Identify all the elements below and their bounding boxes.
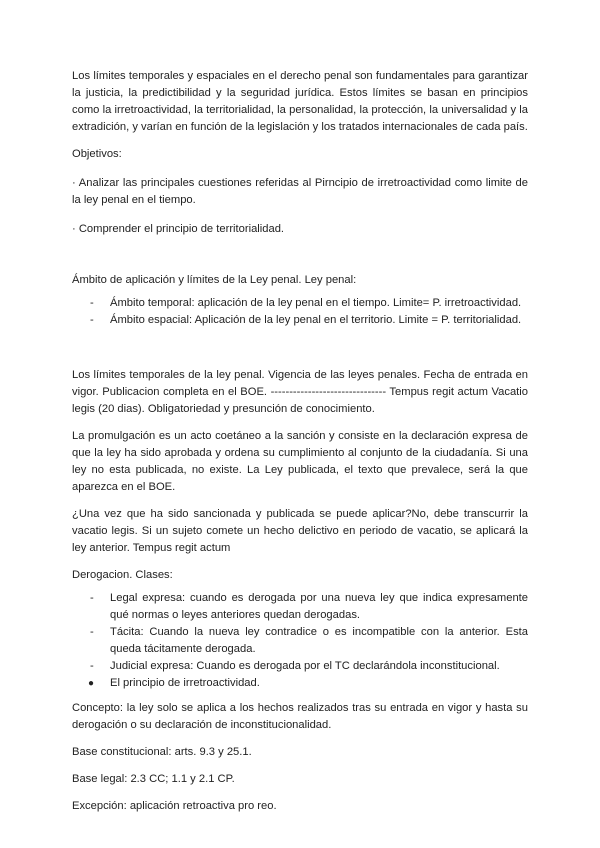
list-item-text: El principio de irretroactividad. (110, 677, 260, 689)
objetivo-2: · Comprender el principio de territorialidad. (72, 223, 285, 235)
excepcion: Excepción: aplicación retroactiva pro reo. (72, 800, 277, 812)
dash-marker: - (90, 592, 94, 604)
list-item-text: Judicial expresa: Cuando es derogada por el TC declarándola inconstitucional. (110, 660, 500, 672)
base-constitucional: Base constitucional: arts. 9.3 y 25.1. (72, 746, 252, 758)
list-item (72, 675, 528, 692)
principio-list (72, 675, 528, 692)
dash-marker: - (90, 314, 94, 326)
intro-paragraph: Los límites temporales y espaciales en el derecho penal son fundamentales para garantizar la justicia, la predictibilidad y la seguridad jurídica. Estos límites se basan en principios como la irretroactividad, la territorialidad, la personalidad, la protección, la universalidad y la extradición, y varían en función de la legislación y los tratados internacionales de cada país. (72, 70, 528, 133)
dash-marker: - (90, 297, 94, 309)
pregunta-paragraph: ¿Una vez que ha sido sancionada y publicada se puede aplicar?No, debe transcurrir la vacatio legis. Si un sujeto comete un hecho delictivo en periodo de vacatio, se aplicará la ley anterior. Tempus regit actum (72, 508, 528, 554)
promulgacion-paragraph: La promulgación es un acto coetáneo a la sanción y consiste en la declaración expresa de que la ley ha sido aprobada y ordena su cumplimiento al conjunto de la ciudadanía. Si una ley no esta publicada, no existe. La Ley publicada, el texto que prevalece, será la que aparezca en el BOE. (72, 430, 528, 493)
base-legal: Base legal: 2.3 CC; 1.1 y 2.1 CP. (72, 773, 235, 785)
dash-marker: - (90, 660, 94, 672)
list-item (72, 624, 528, 658)
list-item-text: Legal expresa: cuando es derogada por una nueva ley que indica expresamente qué normas o leyes anteriores quedan derogadas. (110, 592, 528, 621)
ambito-heading: Ámbito de aplicación y límites de la Ley penal. Ley penal: (72, 274, 357, 286)
derogacion-list (72, 590, 528, 675)
bullet-marker: ● (88, 678, 95, 689)
list-item-text: Ámbito temporal: aplicación de la ley penal en el tiempo. Limite= P. irretroactividad. (110, 297, 522, 309)
limites-paragraph: Los límites temporales de la ley penal. Vigencia de las leyes penales. Fecha de entrada en vigor. Publicacion completa en el BOE. ------------------------------- Tempus regit actum Vacatio legis (20 dias). Obligatoriedad y presunción de conocimiento. (72, 369, 528, 415)
derogacion-heading: Derogacion. Clases: (72, 569, 173, 581)
list-item (72, 312, 528, 329)
concepto-paragraph: Concepto: la ley solo se aplica a los hechos realizados tras su entrada en vigor y hasta su derogación o su declaración de inconstitucionalidad. (72, 702, 528, 731)
list-item-text: Tácita: Cuando la nueva ley contradice o es incompatible con la anterior. Esta queda tácitamente derogada. (110, 626, 528, 655)
objetivos-label: Objetivos: (72, 148, 122, 160)
list-item (72, 295, 528, 312)
document-page (72, 68, 528, 815)
list-item (72, 658, 528, 675)
dash-marker: - (90, 626, 94, 638)
list-item-text: Ámbito espacial: Aplicación de la ley penal en el territorio. Limite = P. territorialidad. (110, 314, 522, 326)
objetivo-1: · Analizar las principales cuestiones referidas al Pirncipio de irretroactividad como limite de la ley penal en el tiempo. (72, 177, 528, 206)
list-item (72, 590, 528, 624)
ambito-list (72, 295, 528, 329)
